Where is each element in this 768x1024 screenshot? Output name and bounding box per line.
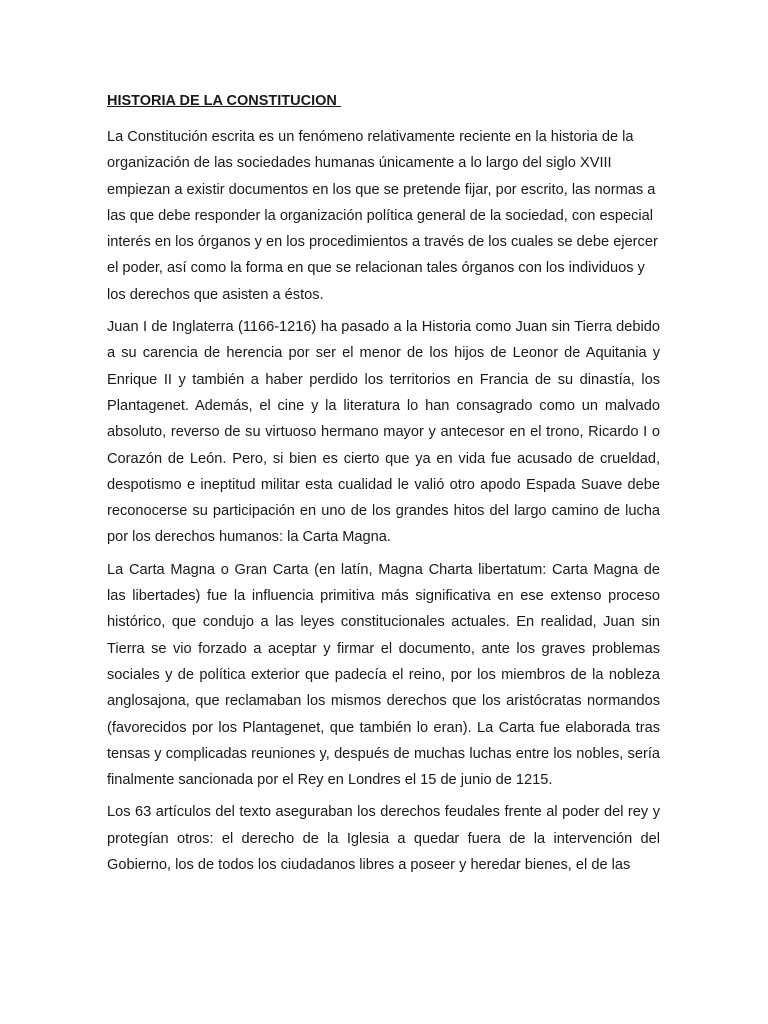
paragraph-carta-magna: La Carta Magna o Gran Carta (en latín, Magna Charta libertatum: Carta Magna de las libertades) fue la influencia primitiva más significativa en ese extenso proceso histórico, que condujo a las leyes constitucionales actuales. En realidad, Juan sin Tierra se vio forzado a aceptar y firmar el documento, ante los graves problemas sociales y de política exterior que padecía el reino, por los miembros de la nobleza anglosajona, que reclamaban los mismos derechos que los aristócratas normandos (favorecidos por los Plantagenet, que también lo eran). La Carta fue elaborada tras tensas y complicadas reuniones y, después de muchas luchas entre los nobles, sería finalmente sancionada por el Rey en Londres el 15 de junio de 1215. — [107, 561, 660, 789]
paragraph-constitucion-escrita: La Constitución escrita es un fenómeno relativamente reciente en la historia de la organización de las sociedades humanas únicamente a lo largo del siglo XVIII empiezan a existir documentos en los que se pretende fijar, por escrito, las normas a las que debe responder la organización política general de la sociedad, con especial interés en los órganos y en los procedimientos a través de los cuales se debe ejercer el poder, así como la forma en que se relacionan tales órganos con los individuos y los derechos que asisten a éstos. — [107, 129, 658, 303]
document-title: HISTORIA DE LA CONSTITUCION — [107, 93, 341, 109]
document-page — [107, 90, 660, 884]
paragraph-juan-sin-tierra: Juan I de Inglaterra (1166-1216) ha pasado a la Historia como Juan sin Tierra debido a su carencia de herencia por ser el menor de los hijos de Leonor de Aquitania y Enrique II y también a haber perdido los territorios en Francia de su dinastía, los Plantagenet. Además, el cine y la literatura lo han consagrado como un malvado absoluto, reverso de su virtuoso hermano mayor y antecesor en el trono, Ricardo I o Corazón de León. Pero, si bien es cierto que ya en vida fue acusado de crueldad, despotismo e ineptitud militar esta cualidad le valió otro apodo Espada Suave debe reconocerse su participación en uno de los grandes hitos del largo camino de lucha por los derechos humanos: la Carta Magna. — [107, 319, 660, 546]
paragraph-articulos: Los 63 artículos del texto aseguraban los derechos feudales frente al poder del rey y protegían otros: el derecho de la Iglesia a quedar fuera de la intervención del Gobierno, los de todos los ciudadanos libres a poseer y heredar bienes, el de las — [107, 804, 660, 874]
